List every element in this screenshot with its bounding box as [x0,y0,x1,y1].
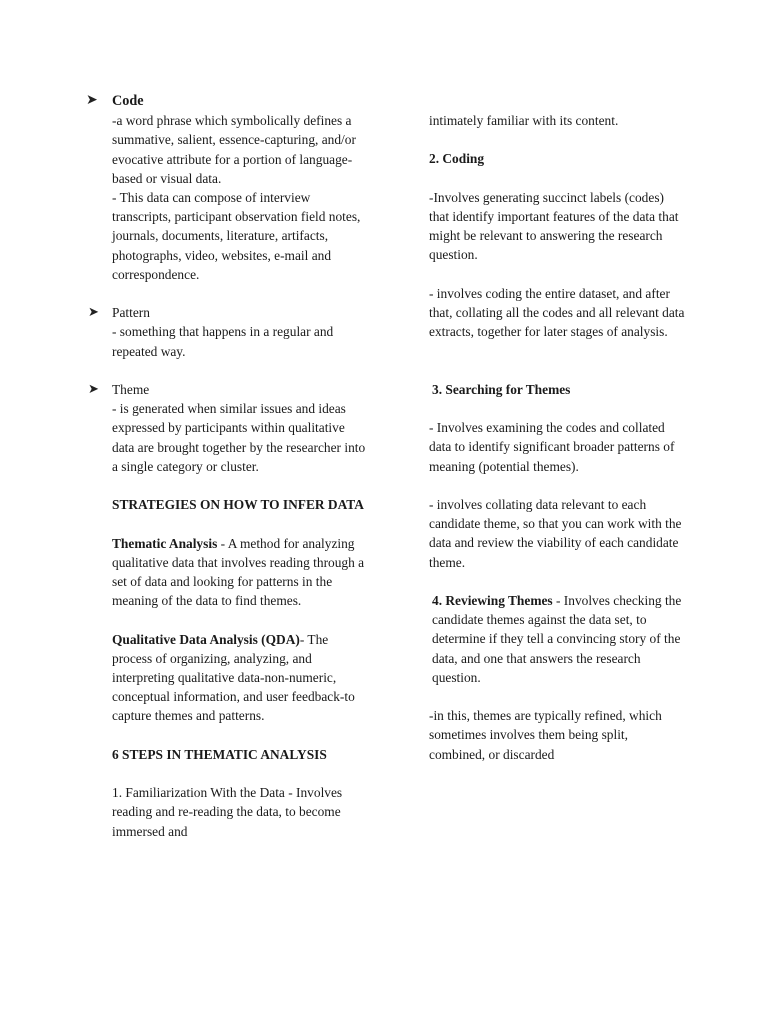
code-definition: -a word phrase which symbolically defines a summative, salient, essence-capturing, and/or evocative attribute for a portion of language-based or visual data. [112,113,356,186]
step3-paragraph-2: - involves collating data relevant to each candidate theme, so that you can work with the data and review the viability of each candidate theme. [429,496,682,570]
pattern-title: Pattern [112,305,150,321]
arrow-bullet-icon: ➤ [88,305,99,321]
qda-definition: - The process of organizing, analyzing, and interpreting qualitative data-non-numeric, conceptual information, and user feedback-to capture themes and patterns. [112,631,355,724]
right-column [429,111,687,764]
step1-continued: intimately familiar with its content. [429,113,619,128]
step3-title: 3. Searching for Themes [432,381,571,397]
arrow-bullet-icon: ➤ [88,382,99,398]
strategies-heading: STRATEGIES ON HOW TO INFER DATA [112,497,364,513]
theme-definition: - is generated when similar issues and ideas expressed by participants within qualitative data are brought together by the researcher into a single category or cluster. [112,401,366,474]
step2-paragraph-1: -Involves generating succinct labels (codes) that identify important features of the data that might be relevant to answering the research question. [429,189,679,263]
qda-paragraph [112,630,368,726]
code-data-sources: - This data can compose of interview transcripts, participant observation field notes, journals, documents, literature, artifacts, photographs, video, websites, e-mail and correspondence. [112,190,361,282]
step4-paragraph-2: -in this, themes are typically refined, which sometimes involves them being split, combined, or discarded [429,708,662,762]
bullet-theme [88,380,368,399]
step2-title: 2. Coding [429,151,485,167]
left-column [86,92,368,841]
step4-paragraph [429,591,687,687]
step4-definition: - Involves checking the candidate themes against the data set, to determine if they tell a convincing story of the data, and one that answers the research question. [432,592,682,685]
thematic-analysis-paragraph [112,534,368,611]
qda-term: Qualitative Data Analysis (QDA) [112,631,300,647]
thematic-analysis-definition: - A method for analyzing qualitative data that involves reading through a set of data and looking for patterns in the meaning of the data to find themes. [112,535,365,609]
bullet-pattern [88,303,368,322]
theme-title: Theme [112,382,150,398]
step2-paragraph-2: - involves coding the entire dataset, and after that, collating all the codes and all relevant data extracts, together for later stages of analysis. [429,285,685,340]
step1-paragraph: 1. Familiarization With the Data - Involves reading and re-reading the data, to become immersed and [112,785,343,839]
code-title: Code [112,93,144,109]
thematic-analysis-term: Thematic Analysis [112,535,218,551]
pattern-definition: - something that happens in a regular and repeated way. [112,324,334,359]
step3-paragraph-1: - Involves examining the codes and collated data to identify significant broader patterns of meaning (potential themes). [429,420,675,474]
step4-title: 4. Reviewing Themes [432,592,553,608]
arrow-bullet-icon: ➤ [86,92,98,108]
bullet-code [86,92,368,111]
steps-heading: 6 STEPS IN THEMATIC ANALYSIS [112,746,327,762]
